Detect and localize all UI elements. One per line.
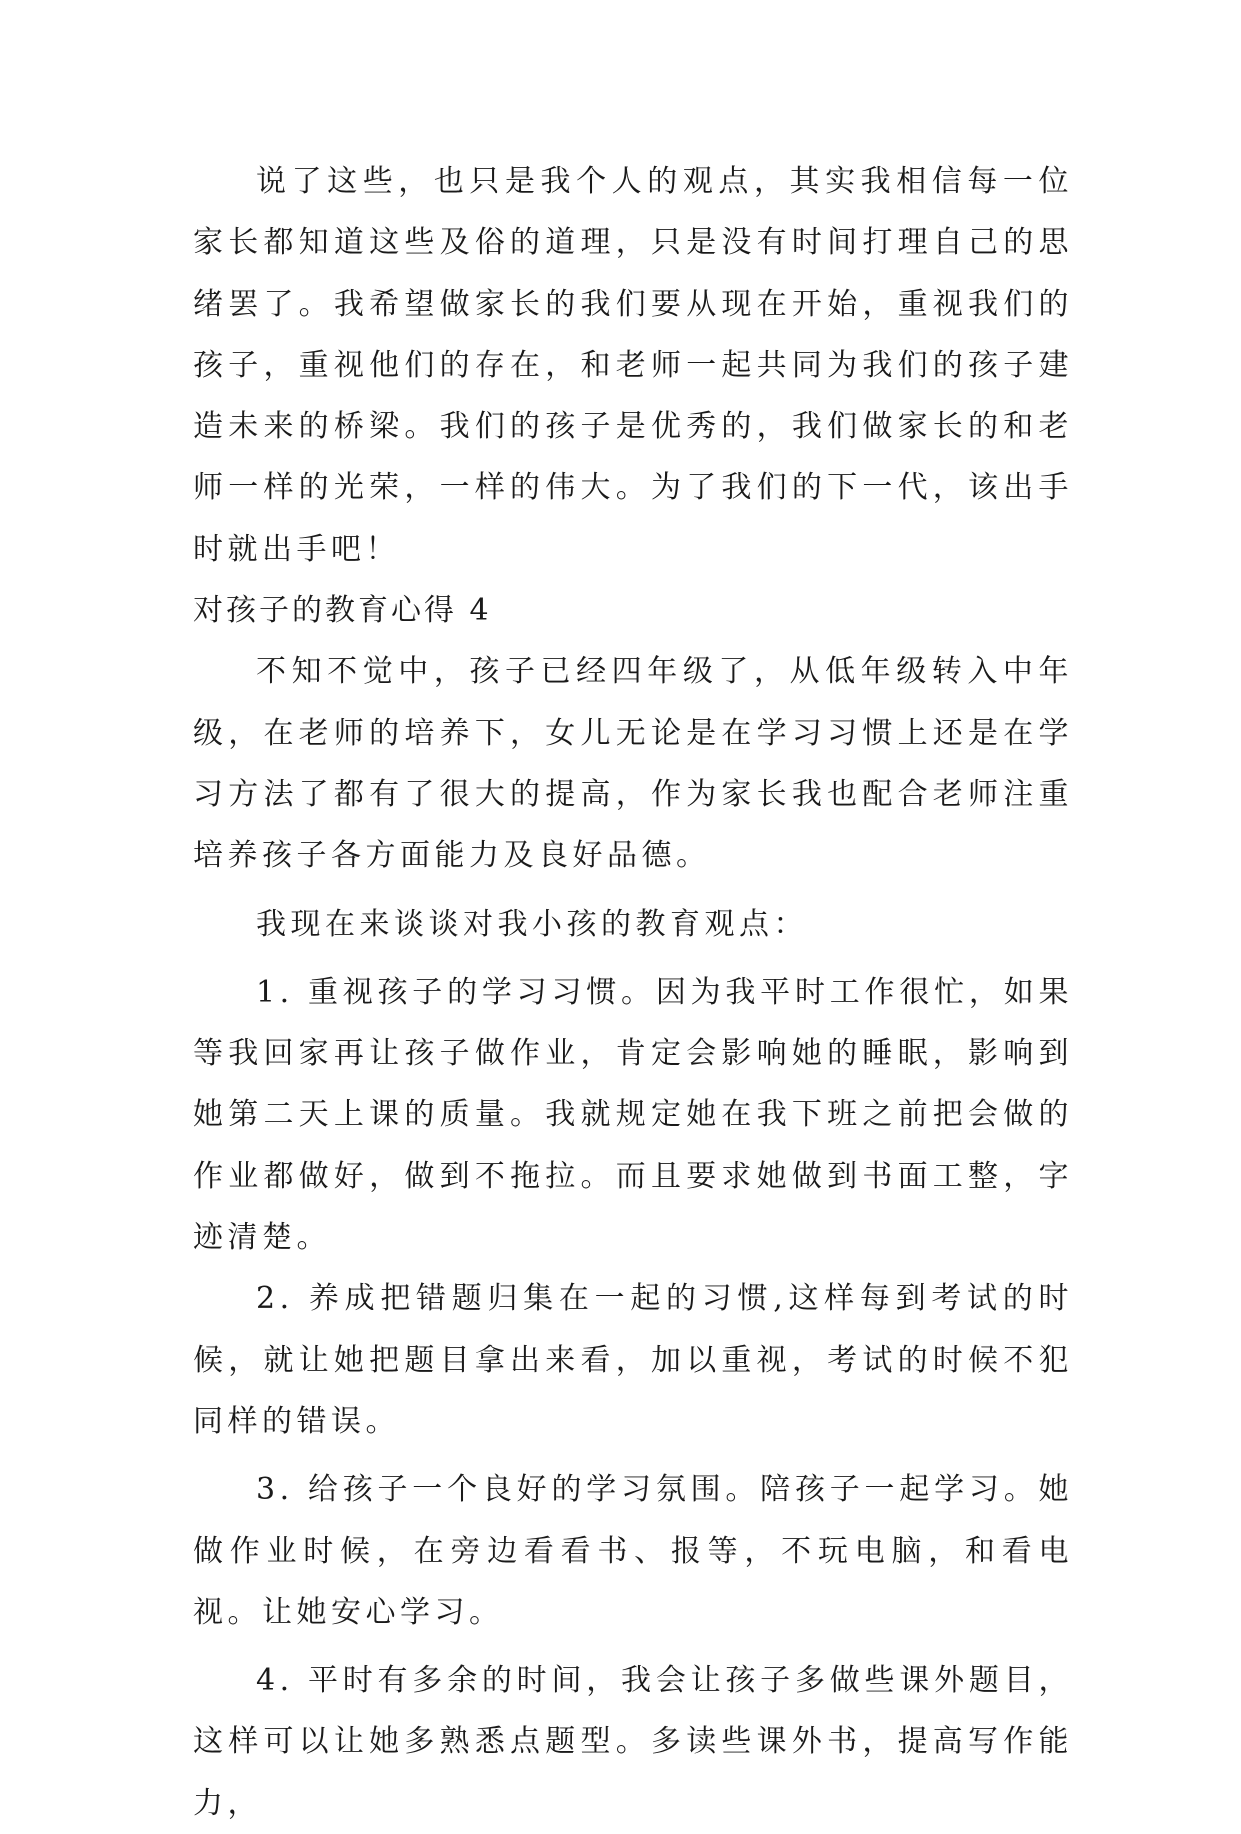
document-body (193, 151, 1073, 1834)
paragraph-point-4: 4. 平时有多余的时间，我会让孩子多做些课外题目，这样可以让她多熟悉点题型。多读些课外书，提高写作能力， (193, 1663, 1073, 1821)
paragraph-intro: 不知不觉中，孩子已经四年级了，从低年级转入中年级，在老师的培养下，女儿无论是在学习习惯上还是在学习方法了都有了很大的提高，作为家长我也配合老师注重培养孩子各方面能力及良好品德。 (193, 654, 1073, 874)
paragraph-closing: 说了这些，也只是我个人的观点，其实我相信每一位家长都知道这些及俗的道理，只是没有时间打理自己的思绪罢了。我希望做家长的我们要从现在开始，重视我们的孩子，重视他们的存在，和老师一起共同为我们的孩子建造未来的桥梁。我们的孩子是优秀的，我们做家长的和老师一样的光荣，一样的伟大。为了我们的下一代，该出手时就出手吧！ (193, 164, 1073, 567)
paragraph-point-3: 3. 给孩子一个良好的学习氛围。陪孩子一起学习。她做作业时候，在旁边看看书、报等，不玩电脑，和看电视。让她安心学习。 (193, 1472, 1073, 1630)
paragraph-viewpoint-lead: 我现在来谈谈对我小孩的教育观点： (256, 906, 808, 942)
paragraph-point-1: 1. 重视孩子的学习习惯。因为我平时工作很忙，如果等我回家再让孩子做作业，肯定会影响她的睡眠，影响到她第二天上课的质量。我就规定她在我下班之前把会做的作业都做好，做到不拖拉。而且要求她做到书面工整，字迹清楚。 (193, 974, 1073, 1256)
section-heading: 对孩子的教育心得 4 (193, 593, 492, 629)
paragraph-point-2: 2. 养成把错题归集在一起的习惯,这样每到考试的时候，就让她把题目拿出来看，加以重视，考试的时候不犯同样的错误。 (193, 1281, 1073, 1439)
